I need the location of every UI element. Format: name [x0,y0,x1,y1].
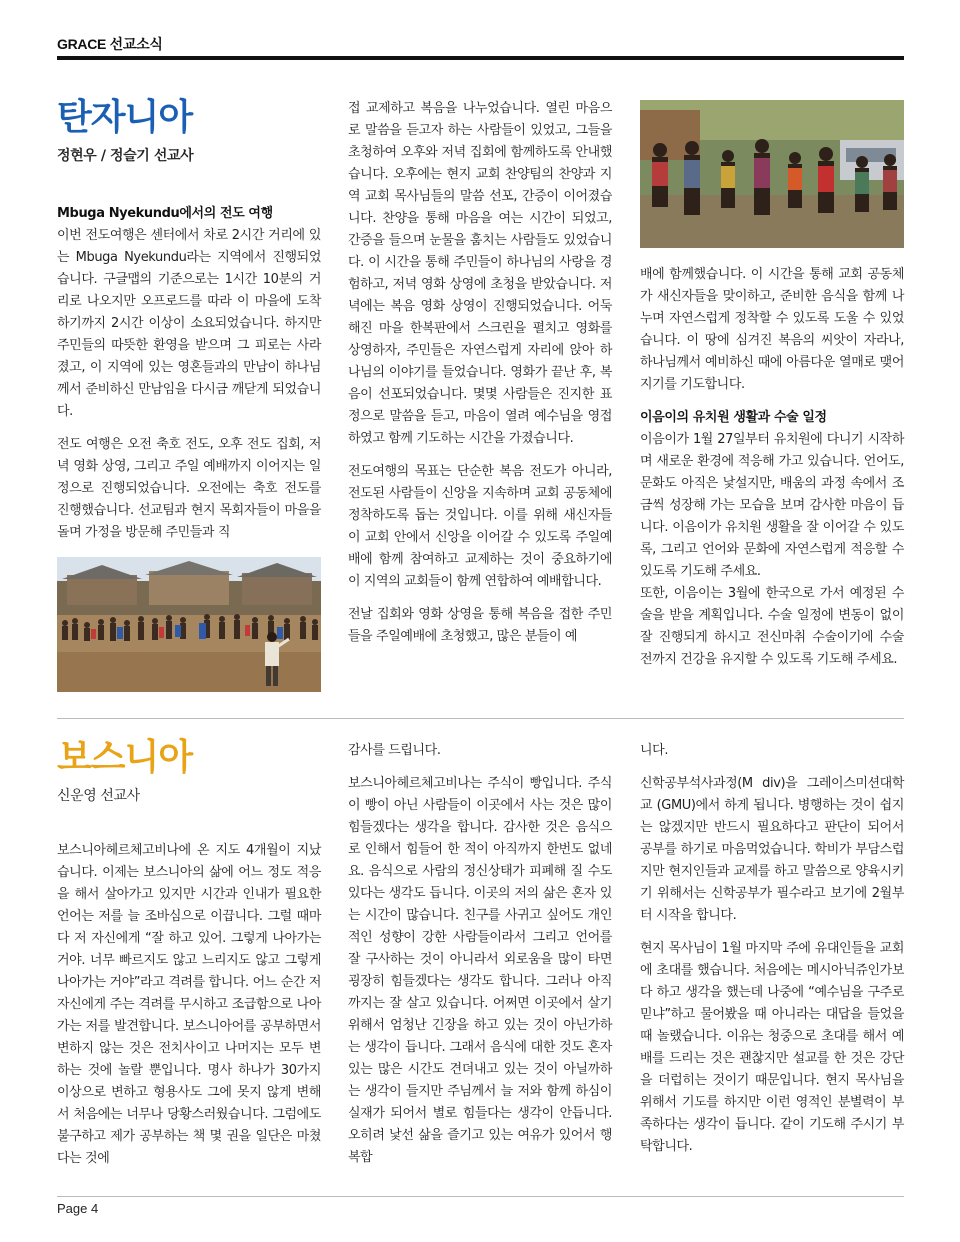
paragraph: 배에 함께했습니다. 이 시간을 통해 교회 공동체가 새신자들을 맞이하고, 준비한 음식을 함께 나누며 자연스럽게 정착할 수 있도록 도울 수 있었습니다. 이 땅에 심겨진 복음의 씨앗이 자라나, 하나님께서 예비하신 때에 아름다운 열매로 맺어지기를 기도합니다. [640,267,904,392]
village-crowd-photo [57,557,321,692]
section-name: 선교소식 [109,36,163,52]
bosnia-title: 보스니아 [57,737,193,778]
header-rule [57,56,904,60]
paragraph: 전도 여행은 오전 축호 전도, 오후 전도 집회, 저녁 영화 상영, 그리고 주일 예배까지 이어지는 일정으로 진행되었습니다. 오전에는 축호 전도를 진행했습니다. 선교팀과 현지 목회자들이 마을을 돌며 가정을 방문해 주민들과 직 [57,437,321,540]
paragraph: 니다. [640,743,669,758]
bosnia-column-3 [640,740,904,1169]
paragraph: 감사를 드립니다. [348,743,441,758]
paragraph: 또한, 이음이는 3월에 한국으로 가서 예정된 수술을 받을 계획입니다. 수술 일정에 변동이 없이 잘 진행되게 하시고 전신마취 수술이기에 수술 전까지 건강을 유지할 수 있도록 기도해 주세요. [640,586,904,667]
paragraph: 이음이가 1월 27일부터 유치원에 다니기 시작하며 새로운 환경에 적응해 가고 있습니다. 언어도, 문화도 아직은 낯설지만, 배움의 과정 속에서 조금씩 성장해 가는 모습을 보며 감사한 마음이 듭니다. 이음이가 유치원 생활을 잘 이어갈 수 있도록, 그리고 언어와 문화에 자연스럽게 적응할 수 있도록 기도해 주세요. [640,432,904,579]
tanzania-column-3 [640,264,904,682]
paragraph: 현지 목사님이 1월 마지막 주에 유대인들을 교회에 초대를 했습니다. 처음에는 메시아닉쥬인가보다 하고 생각을 했는데 나중에 “예수님을 구주로 믿냐”하고 물어봤을 때 아니라는 대답을 들었을 때 놀랬습니다. 이유는 청중으로 초대를 해서 예배를 드리는 것은 괜찮지만 설교를 한 것은 강단을 더럽히는 것이기 때문입니다. 현지 목사님을 위해서 기도를 하지만 이런 영적인 분별력이 부족하다는 생각이 듭니다. 같이 기도해 주시기 부탁합니다. [640,941,904,1154]
paragraph: 접 교제하고 복음을 나누었습니다. 열린 마음으로 말씀을 듣고자 하는 사람들이 있었고, 그들을 초청하여 오후와 저녁 집회에 함께하도록 안내했습니다. 오후에는 현지 교회 찬양팀의 찬양과 지역 교회 목사님들의 말씀 선포, 간증이 이어졌습니다. 찬양을 통해 마음을 여는 시간이 되었고, 간증을 들으며 눈물을 훔치는 사람들도 있었습니다. 이 시간을 통해 주민들이 하나님의 사랑을 경험하고, 저녁 영화 상영에 초청을 받았습니다. 저녁에는 복음 영화 상영이 진행되었습니다. 어둑해진 마을 한복판에서 스크린을 펼치고 영화를 상영하자, 주민들은 자연스럽게 자리에 앉아 하나님의 이야기를 들었습니다. 영화가 끝난 후, 복음이 선포되었습니다. 몇몇 사람들은 진지한 표정으로 말씀을 듣고, 마음이 열려 예수님을 영접하였고 함께 기도하는 시간을 가졌습니다. [348,101,612,446]
paragraph: 전날 집회와 영화 상영을 통해 복음을 접한 주민들을 주일예배에 초청했고, 많은 분들이 예 [348,607,612,644]
children-photo [640,100,904,248]
tanzania-column-1 [57,203,321,555]
section-divider [57,718,904,719]
brand-name: GRACE [57,36,107,52]
tanzania-byline: 정현우 / 정슬기 선교사 [57,148,194,164]
bosnia-column-1 [57,840,321,1181]
magazine-header [57,34,163,54]
page-number: Page 4 [57,1201,99,1216]
paragraph: 신학공부석사과정(M div)을 그레이스미션대학교 (GMU)에서 하게 됩니다. 병행하는 것이 쉽지는 않겠지만 반드시 필요하다고 판단이 되어서 공부를 하기로 마음먹었습니다. 학비가 부담스럽지만 현지인들과 교제를 하고 말씀으로 양육시키기 위해서는 신학공부가 필수라고 보기에 2월부터 시작을 합니다. [640,776,904,923]
bosnia-column-2 [348,740,612,1180]
footer-rule [57,1196,904,1197]
bosnia-byline: 신운영 선교사 [57,788,140,804]
paragraph: 이번 전도여행은 센터에서 차로 2시간 거리에 있는 Mbuga Nyekundu라는 지역에서 진행되었습니다. 구글맵의 기준으로는 1시간 10분의 거리로 나오지만 오프로드를 따라 이 마을에 도착하기까지 2시간 이상이 소요되었습니다. 하지만 주민들의 따뜻한 환영을 받으며 그 피로는 사라졌고, 이 지역에 있는 영혼들과의 만남이 하나님께서 준비하신 만남임을 다시금 깨닫게 되었습니다. [57,228,321,419]
section-heading: Mbuga Nyekundu에서의 전도 여행 [57,206,273,221]
paragraph: 보스니아헤르체고비나에 온 지도 4개월이 지났습니다. 이제는 보스니아의 삶에 어느 정도 적응을 해서 살아가고 있지만 시간과 인내가 필요한 언어는 저를 늘 조바심으로 이끕니다. 그럴 때마다 저 자신에게 “잘 하고 있어. 그렇게 나아가는 거야. 너무 빠르지도 않고 느리지도 않고 그렇게 나아가는 거야”라고 격려를 합니다. 어느 순간 저 자신에게 주는 격려를 무시하고 조급함으로 나아가는 저를 발견합니다. 보스니아어를 공부하면서 변하지 않는 것은 전치사이고 나머지는 모두 변하는 것에 놀랄 뿐입니다. 명사 하나가 30가지 이상으로 변하고 형용사도 그에 못지 않게 변해서 처음에는 너무나 당황스러웠습니다. 그럼에도 불구하고 제가 공부하는 책 몇 권을 일단은 마쳤다는 것에 [57,843,321,1166]
section-heading: 이음이의 유치원 생활과 수술 일정 [640,410,827,425]
paragraph: 전도여행의 목표는 단순한 복음 전도가 아니라, 전도된 사람들이 신앙을 지속하며 교회 공동체에 정착하도록 돕는 것입니다. 이를 위해 새신자들이 교회 안에서 신앙을 이어갈 수 있도록 주일예배에 함께 참여하고 교제하는 것이 중요하기에 이 지역의 교회들이 함께 연합하여 예배합니다. [348,464,612,589]
tanzania-title: 탄자니아 [57,97,193,138]
paragraph: 보스니아헤르체고비나는 주식이 빵입니다. 주식이 빵이 아닌 사람들이 이곳에서 사는 것은 많이 힘들겠다는 생각을 합니다. 감사한 것은 음식으로 인해서 힘들어 한 적이 아직까지 한번도 없네요. 음식으로 사람의 정신상태가 피폐해 질 수도 있다는 생각도 듭니다. 이곳의 저의 삶은 혼자 있는 시간이 많습니다. 친구를 사귀고 싶어도 개인적인 성향이 강한 사람들이라서 그리고 언어를 잘 구사하는 것이 아니라서 외로움을 많이 타면 굉장히 힘들겠다는 생각도 합니다. 그러나 아직까지는 잘 살고 있습니다. 어쩌면 이곳에서 살기 위해서 엄청난 긴장을 하고 있는 것이 아닌가하는 생각이 듭니다. 그래서 음식에 대한 것도 혼자 있는 많은 시간도 견뎌내고 있는 것이 아닐까하는 생각이 들지만 주님께서 늘 저와 함께 하심이 실재가 되어서 별로 힘들다는 생각이 안듭니다. 오히려 낯선 삶을 즐기고 있는 여유가 있어서 행복합 [348,776,612,1165]
tanzania-column-2 [348,98,612,659]
